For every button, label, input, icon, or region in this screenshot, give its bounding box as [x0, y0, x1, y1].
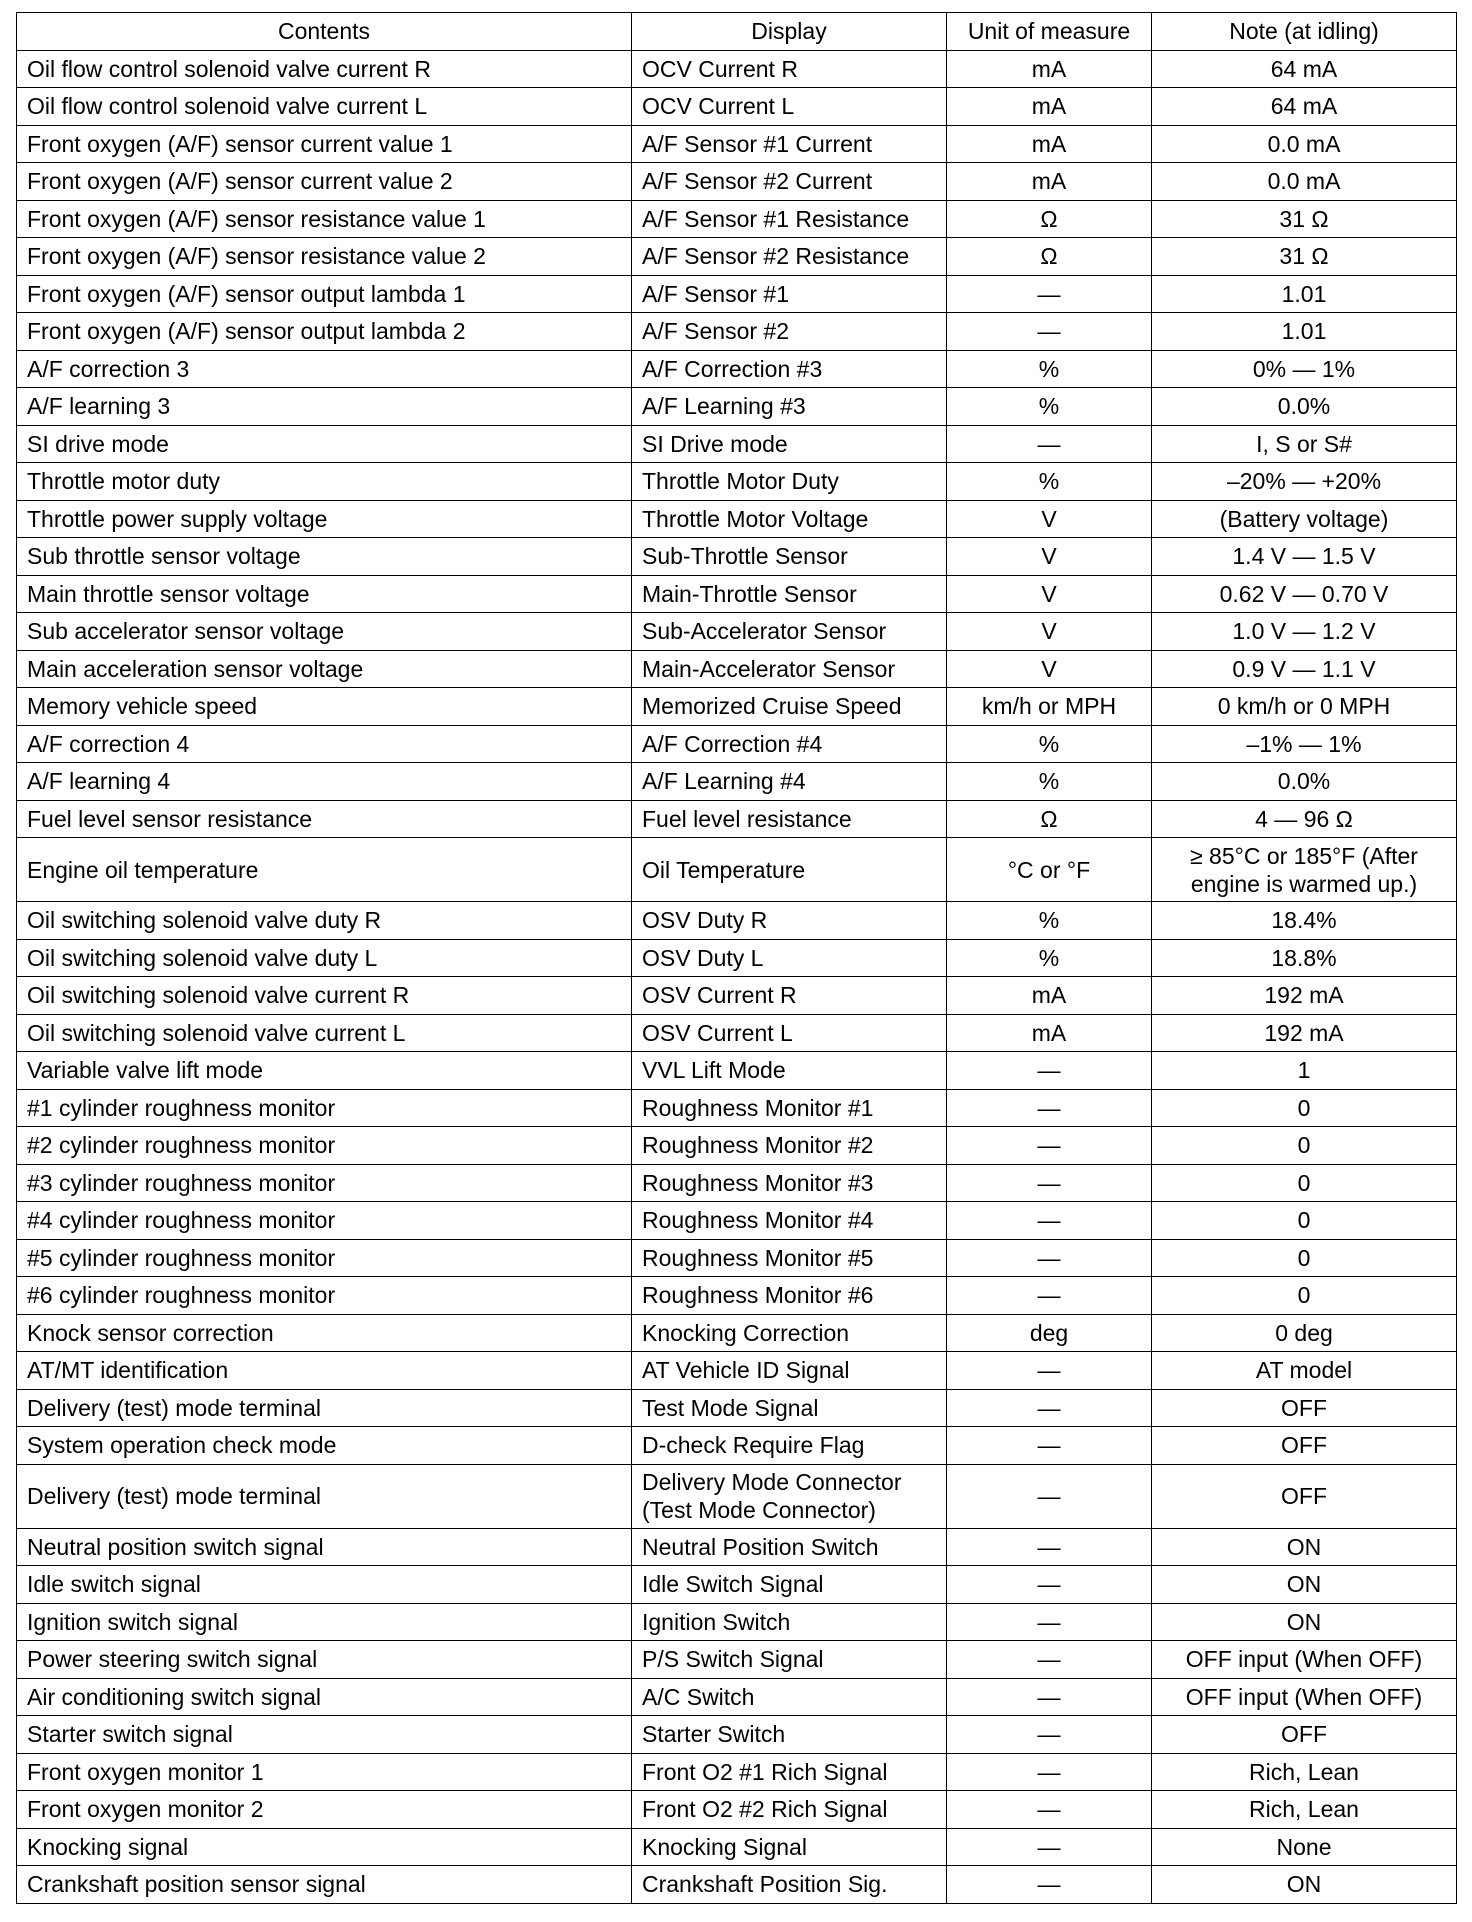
cell-note: 0: [1152, 1202, 1457, 1240]
cell-contents: Fuel level sensor resistance: [17, 800, 632, 838]
cell-display: Crankshaft Position Sig.: [632, 1866, 947, 1904]
cell-note: 0.9 V — 1.1 V: [1152, 650, 1457, 688]
table-row: [17, 1277, 1457, 1315]
cell-note: 0.62 V — 0.70 V: [1152, 575, 1457, 613]
cell-display: Sub-Accelerator Sensor: [632, 613, 947, 651]
cell-unit: —: [947, 1678, 1152, 1716]
table-row: [17, 1127, 1457, 1165]
table-row: [17, 200, 1457, 238]
cell-contents: Neutral position switch signal: [17, 1528, 632, 1566]
table-row: [17, 902, 1457, 940]
cell-note: 0: [1152, 1089, 1457, 1127]
cell-display: Idle Switch Signal: [632, 1566, 947, 1604]
cell-contents: A/F learning 4: [17, 763, 632, 801]
cell-display: Front O2 #1 Rich Signal: [632, 1753, 947, 1791]
table-row: [17, 1052, 1457, 1090]
cell-contents: Power steering switch signal: [17, 1641, 632, 1679]
cell-unit: Ω: [947, 238, 1152, 276]
cell-contents: Oil switching solenoid valve duty R: [17, 902, 632, 940]
cell-contents: Variable valve lift mode: [17, 1052, 632, 1090]
cell-contents: Front oxygen monitor 1: [17, 1753, 632, 1791]
cell-display: Roughness Monitor #6: [632, 1277, 947, 1315]
cell-note: None: [1152, 1828, 1457, 1866]
table-body: [17, 50, 1457, 1903]
table-row: [17, 50, 1457, 88]
cell-display: Fuel level resistance: [632, 800, 947, 838]
table-row: [17, 313, 1457, 351]
cell-contents: Air conditioning switch signal: [17, 1678, 632, 1716]
cell-note: 192 mA: [1152, 977, 1457, 1015]
cell-note: 0 km/h or 0 MPH: [1152, 688, 1457, 726]
header-display: Display: [632, 13, 947, 51]
table-row: [17, 275, 1457, 313]
cell-contents: Oil switching solenoid valve current L: [17, 1014, 632, 1052]
cell-display: A/F Correction #4: [632, 725, 947, 763]
cell-display: OCV Current L: [632, 88, 947, 126]
cell-display: Knocking Correction: [632, 1314, 947, 1352]
cell-display: OSV Duty L: [632, 939, 947, 977]
cell-display: Throttle Motor Duty: [632, 463, 947, 501]
cell-contents: Memory vehicle speed: [17, 688, 632, 726]
cell-note: 0: [1152, 1164, 1457, 1202]
cell-contents: #1 cylinder roughness monitor: [17, 1089, 632, 1127]
cell-note: 1.4 V — 1.5 V: [1152, 538, 1457, 576]
cell-unit: °C or °F: [947, 838, 1152, 902]
cell-note: 0.0%: [1152, 763, 1457, 801]
cell-note: 64 mA: [1152, 50, 1457, 88]
table-row: [17, 1641, 1457, 1679]
table-row: [17, 1828, 1457, 1866]
cell-unit: mA: [947, 50, 1152, 88]
cell-display: A/F Sensor #2 Resistance: [632, 238, 947, 276]
cell-note: 18.8%: [1152, 939, 1457, 977]
header-unit: Unit of measure: [947, 13, 1152, 51]
cell-note: 0 deg: [1152, 1314, 1457, 1352]
cell-display: D-check Require Flag: [632, 1427, 947, 1465]
data-monitor-table: [16, 12, 1457, 1904]
cell-unit: V: [947, 613, 1152, 651]
cell-display: A/F Sensor #2: [632, 313, 947, 351]
cell-unit: %: [947, 939, 1152, 977]
cell-contents: Oil switching solenoid valve current R: [17, 977, 632, 1015]
cell-display: AT Vehicle ID Signal: [632, 1352, 947, 1390]
cell-display: A/F Learning #4: [632, 763, 947, 801]
cell-contents: SI drive mode: [17, 425, 632, 463]
cell-note: 0.0 mA: [1152, 125, 1457, 163]
cell-display: VVL Lift Mode: [632, 1052, 947, 1090]
cell-contents: Main acceleration sensor voltage: [17, 650, 632, 688]
cell-contents: Main throttle sensor voltage: [17, 575, 632, 613]
table-row: [17, 1089, 1457, 1127]
cell-unit: —: [947, 1052, 1152, 1090]
cell-display: OCV Current R: [632, 50, 947, 88]
cell-contents: #3 cylinder roughness monitor: [17, 1164, 632, 1202]
table-row: [17, 1239, 1457, 1277]
cell-display: Roughness Monitor #1: [632, 1089, 947, 1127]
cell-contents: #5 cylinder roughness monitor: [17, 1239, 632, 1277]
cell-note: OFF: [1152, 1389, 1457, 1427]
cell-unit: Ω: [947, 200, 1152, 238]
cell-unit: %: [947, 902, 1152, 940]
table-row: [17, 800, 1457, 838]
cell-contents: Idle switch signal: [17, 1566, 632, 1604]
cell-unit: —: [947, 1753, 1152, 1791]
table-row: [17, 1678, 1457, 1716]
table-row: [17, 575, 1457, 613]
table-row: [17, 88, 1457, 126]
cell-contents: Front oxygen (A/F) sensor resistance value 2: [17, 238, 632, 276]
table-row: [17, 1716, 1457, 1754]
cell-contents: Sub throttle sensor voltage: [17, 538, 632, 576]
cell-note: 1.01: [1152, 275, 1457, 313]
cell-display: Main-Throttle Sensor: [632, 575, 947, 613]
table-row: [17, 388, 1457, 426]
cell-unit: —: [947, 1389, 1152, 1427]
cell-note: 18.4%: [1152, 902, 1457, 940]
cell-note: 1.0 V — 1.2 V: [1152, 613, 1457, 651]
cell-unit: —: [947, 1716, 1152, 1754]
table-row: [17, 763, 1457, 801]
cell-note: (Battery voltage): [1152, 500, 1457, 538]
cell-display: OSV Current L: [632, 1014, 947, 1052]
header-note: Note (at idling): [1152, 13, 1457, 51]
cell-unit: V: [947, 538, 1152, 576]
cell-unit: —: [947, 1464, 1152, 1528]
cell-note: 31 Ω: [1152, 238, 1457, 276]
table-row: [17, 1014, 1457, 1052]
cell-contents: Oil flow control solenoid valve current R: [17, 50, 632, 88]
cell-display: Test Mode Signal: [632, 1389, 947, 1427]
cell-note: I, S or S#: [1152, 425, 1457, 463]
cell-display: OSV Current R: [632, 977, 947, 1015]
cell-note: ≥ 85°C or 185°F (After engine is warmed up.): [1152, 838, 1457, 902]
table-row: [17, 977, 1457, 1015]
cell-unit: —: [947, 1791, 1152, 1829]
cell-contents: #6 cylinder roughness monitor: [17, 1277, 632, 1315]
cell-contents: A/F learning 3: [17, 388, 632, 426]
cell-note: 0.0%: [1152, 388, 1457, 426]
header-contents: Contents: [17, 13, 632, 51]
table-row: [17, 1202, 1457, 1240]
table-row: [17, 1352, 1457, 1390]
cell-display: Throttle Motor Voltage: [632, 500, 947, 538]
data-monitor-sheet: [16, 12, 1456, 1904]
cell-unit: Ω: [947, 800, 1152, 838]
cell-display: A/F Sensor #1 Resistance: [632, 200, 947, 238]
cell-contents: Crankshaft position sensor signal: [17, 1866, 632, 1904]
table-header-row: [17, 13, 1457, 51]
cell-unit: %: [947, 388, 1152, 426]
cell-display: A/F Sensor #1 Current: [632, 125, 947, 163]
cell-display: A/C Switch: [632, 1678, 947, 1716]
cell-note: OFF: [1152, 1427, 1457, 1465]
cell-note: Rich, Lean: [1152, 1753, 1457, 1791]
cell-contents: Throttle power supply voltage: [17, 500, 632, 538]
cell-unit: mA: [947, 163, 1152, 201]
cell-note: 0.0 mA: [1152, 163, 1457, 201]
cell-unit: —: [947, 1127, 1152, 1165]
cell-display: SI Drive mode: [632, 425, 947, 463]
table-row: [17, 500, 1457, 538]
cell-display: Memorized Cruise Speed: [632, 688, 947, 726]
cell-display: OSV Duty R: [632, 902, 947, 940]
cell-unit: —: [947, 1352, 1152, 1390]
cell-contents: Front oxygen (A/F) sensor current value 1: [17, 125, 632, 163]
cell-contents: Front oxygen (A/F) sensor output lambda 1: [17, 275, 632, 313]
cell-contents: A/F correction 3: [17, 350, 632, 388]
cell-contents: Knocking signal: [17, 1828, 632, 1866]
table-row: [17, 163, 1457, 201]
cell-note: –1% — 1%: [1152, 725, 1457, 763]
cell-note: AT model: [1152, 1352, 1457, 1390]
cell-note: 1: [1152, 1052, 1457, 1090]
cell-unit: —: [947, 275, 1152, 313]
cell-display: Main-Accelerator Sensor: [632, 650, 947, 688]
table-row: [17, 1389, 1457, 1427]
table-row: [17, 1866, 1457, 1904]
table-row: [17, 1427, 1457, 1465]
cell-contents: Front oxygen monitor 2: [17, 1791, 632, 1829]
cell-contents: Oil switching solenoid valve duty L: [17, 939, 632, 977]
cell-unit: V: [947, 500, 1152, 538]
cell-display: Front O2 #2 Rich Signal: [632, 1791, 947, 1829]
cell-note: 31 Ω: [1152, 200, 1457, 238]
table-row: [17, 725, 1457, 763]
cell-display: P/S Switch Signal: [632, 1641, 947, 1679]
cell-display: Starter Switch: [632, 1716, 947, 1754]
cell-contents: #2 cylinder roughness monitor: [17, 1127, 632, 1165]
cell-contents: System operation check mode: [17, 1427, 632, 1465]
cell-unit: —: [947, 1239, 1152, 1277]
cell-note: 1.01: [1152, 313, 1457, 351]
table-row: [17, 425, 1457, 463]
cell-unit: mA: [947, 977, 1152, 1015]
table-row: [17, 650, 1457, 688]
table-row: [17, 1314, 1457, 1352]
cell-unit: mA: [947, 1014, 1152, 1052]
table-row: [17, 350, 1457, 388]
cell-display: Roughness Monitor #3: [632, 1164, 947, 1202]
cell-unit: —: [947, 1089, 1152, 1127]
cell-unit: %: [947, 763, 1152, 801]
cell-contents: Sub accelerator sensor voltage: [17, 613, 632, 651]
cell-note: OFF: [1152, 1464, 1457, 1528]
table-row: [17, 538, 1457, 576]
cell-unit: —: [947, 1603, 1152, 1641]
cell-display: Roughness Monitor #2: [632, 1127, 947, 1165]
cell-note: ON: [1152, 1603, 1457, 1641]
table-row: [17, 613, 1457, 651]
table-row: [17, 1528, 1457, 1566]
cell-contents: Delivery (test) mode terminal: [17, 1389, 632, 1427]
cell-note: OFF: [1152, 1716, 1457, 1754]
cell-unit: —: [947, 1641, 1152, 1679]
cell-display: Oil Temperature: [632, 838, 947, 902]
cell-contents: Engine oil temperature: [17, 838, 632, 902]
cell-contents: Starter switch signal: [17, 1716, 632, 1754]
cell-note: OFF input (When OFF): [1152, 1678, 1457, 1716]
cell-contents: AT/MT identification: [17, 1352, 632, 1390]
cell-unit: —: [947, 1277, 1152, 1315]
cell-unit: —: [947, 1566, 1152, 1604]
cell-unit: —: [947, 1427, 1152, 1465]
cell-note: 0: [1152, 1239, 1457, 1277]
cell-unit: —: [947, 1164, 1152, 1202]
cell-display: A/F Sensor #1: [632, 275, 947, 313]
cell-display: A/F Sensor #2 Current: [632, 163, 947, 201]
cell-contents: Oil flow control solenoid valve current L: [17, 88, 632, 126]
table-row: [17, 688, 1457, 726]
table-row: [17, 463, 1457, 501]
cell-unit: %: [947, 350, 1152, 388]
cell-unit: —: [947, 1866, 1152, 1904]
cell-unit: —: [947, 1828, 1152, 1866]
cell-unit: —: [947, 313, 1152, 351]
cell-note: ON: [1152, 1566, 1457, 1604]
cell-contents: Front oxygen (A/F) sensor resistance value 1: [17, 200, 632, 238]
cell-display: Delivery Mode Connector (Test Mode Connector): [632, 1464, 947, 1528]
cell-unit: %: [947, 463, 1152, 501]
table-row: [17, 125, 1457, 163]
table-row: [17, 1603, 1457, 1641]
cell-note: 0: [1152, 1127, 1457, 1165]
cell-display: Neutral Position Switch: [632, 1528, 947, 1566]
cell-display: A/F Correction #3: [632, 350, 947, 388]
cell-display: Sub-Throttle Sensor: [632, 538, 947, 576]
cell-unit: mA: [947, 125, 1152, 163]
cell-note: Rich, Lean: [1152, 1791, 1457, 1829]
cell-display: A/F Learning #3: [632, 388, 947, 426]
cell-contents: Ignition switch signal: [17, 1603, 632, 1641]
cell-unit: deg: [947, 1314, 1152, 1352]
cell-note: 4 — 96 Ω: [1152, 800, 1457, 838]
cell-note: 192 mA: [1152, 1014, 1457, 1052]
table-row: [17, 1753, 1457, 1791]
cell-note: 64 mA: [1152, 88, 1457, 126]
cell-display: Roughness Monitor #5: [632, 1239, 947, 1277]
cell-contents: Throttle motor duty: [17, 463, 632, 501]
table-row: [17, 1566, 1457, 1604]
cell-unit: —: [947, 425, 1152, 463]
table-row: [17, 1464, 1457, 1528]
cell-unit: mA: [947, 88, 1152, 126]
cell-note: OFF input (When OFF): [1152, 1641, 1457, 1679]
table-row: [17, 1791, 1457, 1829]
cell-unit: —: [947, 1202, 1152, 1240]
cell-note: ON: [1152, 1866, 1457, 1904]
cell-contents: #4 cylinder roughness monitor: [17, 1202, 632, 1240]
cell-contents: A/F correction 4: [17, 725, 632, 763]
cell-unit: —: [947, 1528, 1152, 1566]
cell-contents: Knock sensor correction: [17, 1314, 632, 1352]
cell-display: Roughness Monitor #4: [632, 1202, 947, 1240]
cell-unit: %: [947, 725, 1152, 763]
cell-display: Ignition Switch: [632, 1603, 947, 1641]
cell-note: 0: [1152, 1277, 1457, 1315]
cell-note: ON: [1152, 1528, 1457, 1566]
table-row: [17, 838, 1457, 902]
cell-contents: Front oxygen (A/F) sensor current value 2: [17, 163, 632, 201]
cell-unit: V: [947, 575, 1152, 613]
cell-contents: Front oxygen (A/F) sensor output lambda 2: [17, 313, 632, 351]
cell-note: 0% — 1%: [1152, 350, 1457, 388]
cell-unit: V: [947, 650, 1152, 688]
table-row: [17, 939, 1457, 977]
table-row: [17, 238, 1457, 276]
cell-unit: km/h or MPH: [947, 688, 1152, 726]
cell-note: –20% — +20%: [1152, 463, 1457, 501]
cell-contents: Delivery (test) mode terminal: [17, 1464, 632, 1528]
cell-display: Knocking Signal: [632, 1828, 947, 1866]
table-row: [17, 1164, 1457, 1202]
